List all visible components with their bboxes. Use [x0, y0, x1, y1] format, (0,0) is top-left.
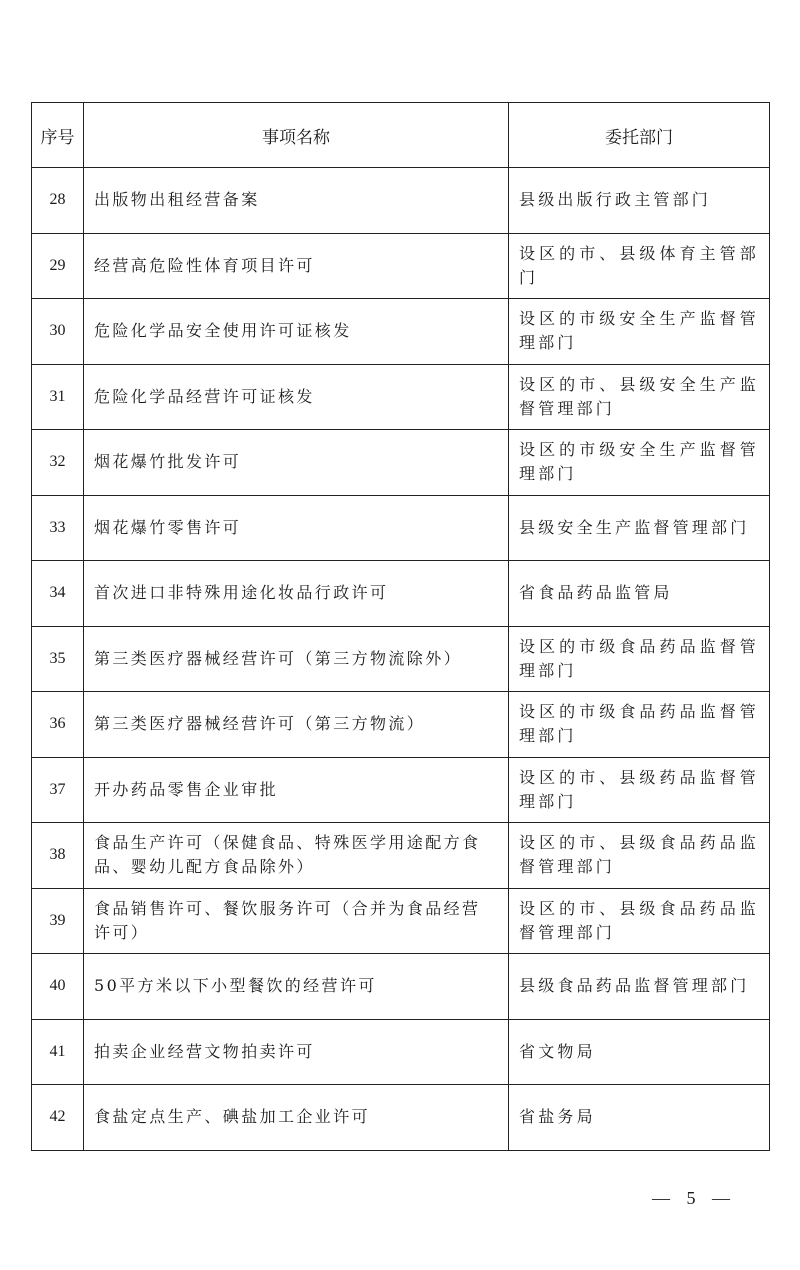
table-header-row	[32, 103, 770, 168]
table-row	[32, 233, 770, 299]
table-row	[32, 1019, 770, 1085]
row-no: 30	[32, 299, 84, 365]
table-row	[32, 757, 770, 823]
header-name: 事项名称	[84, 103, 509, 168]
row-dept: 设区的市级安全生产监督管理部门	[509, 430, 770, 496]
table-row	[32, 561, 770, 627]
table-row	[32, 430, 770, 496]
row-dept: 设区的市、县级食品药品监督管理部门	[509, 823, 770, 889]
row-name: 出版物出租经营备案	[84, 168, 509, 234]
row-dept: 设区的市级食品药品监督管理部门	[509, 692, 770, 758]
row-name: 拍卖企业经营文物拍卖许可	[84, 1019, 509, 1085]
row-no: 36	[32, 692, 84, 758]
table-row	[32, 954, 770, 1020]
row-dept: 设区的市级食品药品监督管理部门	[509, 626, 770, 692]
row-dept: 省文物局	[509, 1019, 770, 1085]
row-dept: 县级安全生产监督管理部门	[509, 495, 770, 561]
row-name: 危险化学品安全使用许可证核发	[84, 299, 509, 365]
row-name: 食盐定点生产、碘盐加工企业许可	[84, 1085, 509, 1151]
row-name: 第三类医疗器械经营许可（第三方物流除外）	[84, 626, 509, 692]
row-name: 食品销售许可、餐饮服务许可（合并为食品经营许可）	[84, 888, 509, 954]
page-number: — 5 —	[652, 1188, 736, 1208]
row-dept: 省盐务局	[509, 1085, 770, 1151]
header-dept: 委托部门	[509, 103, 770, 168]
table-row	[32, 626, 770, 692]
table-row	[32, 1085, 770, 1151]
row-no: 40	[32, 954, 84, 1020]
header-no: 序号	[32, 103, 84, 168]
row-name: 烟花爆竹批发许可	[84, 430, 509, 496]
row-dept: 设区的市级安全生产监督管理部门	[509, 299, 770, 365]
row-dept: 设区的市、县级食品药品监督管理部门	[509, 888, 770, 954]
row-no: 42	[32, 1085, 84, 1151]
table-row	[32, 364, 770, 430]
row-no: 35	[32, 626, 84, 692]
row-dept: 设区的市、县级体育主管部门	[509, 233, 770, 299]
table-row	[32, 823, 770, 889]
table-row	[32, 888, 770, 954]
row-name: 50平方米以下小型餐饮的经营许可	[84, 954, 509, 1020]
table-row	[32, 495, 770, 561]
row-no: 31	[32, 364, 84, 430]
items-table	[31, 102, 770, 1151]
row-no: 29	[32, 233, 84, 299]
row-no: 32	[32, 430, 84, 496]
row-name: 危险化学品经营许可证核发	[84, 364, 509, 430]
row-no: 37	[32, 757, 84, 823]
row-name: 第三类医疗器械经营许可（第三方物流）	[84, 692, 509, 758]
row-no: 38	[32, 823, 84, 889]
row-name: 首次进口非特殊用途化妆品行政许可	[84, 561, 509, 627]
table-row	[32, 299, 770, 365]
row-no: 33	[32, 495, 84, 561]
row-dept: 省食品药品监管局	[509, 561, 770, 627]
row-name: 开办药品零售企业审批	[84, 757, 509, 823]
row-name: 经营高危险性体育项目许可	[84, 233, 509, 299]
table-row	[32, 692, 770, 758]
items-table-container	[31, 102, 769, 1151]
row-no: 39	[32, 888, 84, 954]
row-no: 28	[32, 168, 84, 234]
row-no: 34	[32, 561, 84, 627]
row-dept: 设区的市、县级安全生产监督管理部门	[509, 364, 770, 430]
row-name: 食品生产许可（保健食品、特殊医学用途配方食品、婴幼儿配方食品除外）	[84, 823, 509, 889]
table-row	[32, 168, 770, 234]
row-dept: 县级食品药品监督管理部门	[509, 954, 770, 1020]
row-no: 41	[32, 1019, 84, 1085]
row-name: 烟花爆竹零售许可	[84, 495, 509, 561]
row-dept: 设区的市、县级药品监督管理部门	[509, 757, 770, 823]
row-dept: 县级出版行政主管部门	[509, 168, 770, 234]
